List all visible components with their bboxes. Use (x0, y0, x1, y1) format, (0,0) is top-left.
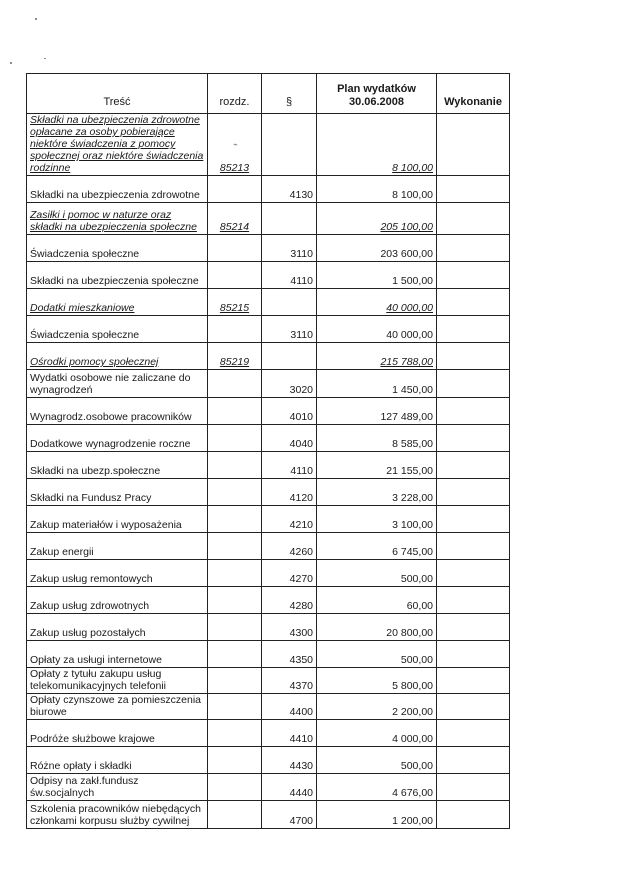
row-rozdz (208, 176, 262, 203)
row-rozdz (208, 720, 262, 747)
row-rozdz (208, 262, 262, 289)
header-row (27, 74, 510, 114)
row-paragraph: 4260 (262, 533, 317, 560)
row-wykonanie (437, 587, 510, 614)
row-wykonanie (437, 343, 510, 370)
row-paragraph: 4110 (262, 452, 317, 479)
row-plan-amount: 8 100,00 (317, 176, 437, 203)
table-row (27, 262, 510, 289)
table-row (27, 235, 510, 262)
row-wykonanie (437, 774, 510, 801)
row-plan-amount: 1 450,00 (317, 370, 437, 398)
table-row (27, 694, 510, 720)
row-rozdz (208, 774, 262, 801)
row-rozdz (208, 370, 262, 398)
table-row (27, 479, 510, 506)
row-paragraph (262, 203, 317, 235)
row-wykonanie (437, 747, 510, 774)
row-wykonanie (437, 425, 510, 452)
scan-speck (10, 62, 12, 64)
row-description: Świadczenia społeczne (27, 316, 208, 343)
row-paragraph: 4400 (262, 694, 317, 720)
row-wykonanie (437, 289, 510, 316)
row-paragraph: 4410 (262, 720, 317, 747)
row-paragraph: 4280 (262, 587, 317, 614)
header-paragraph: § (262, 74, 317, 114)
row-paragraph: 4270 (262, 560, 317, 587)
row-wykonanie (437, 262, 510, 289)
row-description: Opłaty czynszowe za pomieszczenia biurowe (27, 694, 208, 720)
row-rozdz (208, 533, 262, 560)
row-plan-amount: 500,00 (317, 747, 437, 774)
row-wykonanie (437, 114, 510, 176)
row-description: Odpisy na zakł.fundusz św.socjalnych (27, 774, 208, 801)
table-row (27, 720, 510, 747)
row-description: Różne opłaty i składki (27, 747, 208, 774)
row-plan-amount: 205 100,00 (317, 203, 437, 235)
row-plan-amount: 500,00 (317, 560, 437, 587)
row-wykonanie (437, 614, 510, 641)
row-rozdz (208, 587, 262, 614)
row-rozdz: 85215 (208, 289, 262, 316)
row-plan-amount: 40 000,00 (317, 316, 437, 343)
row-wykonanie (437, 316, 510, 343)
row-description: Zakup energii (27, 533, 208, 560)
table-row (27, 668, 510, 694)
row-plan-amount: 5 800,00 (317, 668, 437, 694)
row-description: Zakup materiałów i wyposażenia (27, 506, 208, 533)
row-wykonanie (437, 641, 510, 668)
scan-speck (35, 18, 37, 20)
row-description: Podróże służbowe krajowe (27, 720, 208, 747)
header-plan-line1: Plan wydatków (337, 83, 416, 95)
row-description: Wydatki osobowe nie zaliczane do wynagrodzeń (27, 370, 208, 398)
row-plan-amount: 1 500,00 (317, 262, 437, 289)
table-row (27, 425, 510, 452)
row-description: Ośrodki pomocy społecznej (27, 343, 208, 370)
budget-table (26, 73, 510, 829)
row-rozdz (208, 452, 262, 479)
row-plan-amount: 20 800,00 (317, 614, 437, 641)
row-rozdz (208, 668, 262, 694)
table-row (27, 774, 510, 801)
row-wykonanie (437, 720, 510, 747)
table-row (27, 452, 510, 479)
row-rozdz (208, 425, 262, 452)
row-rozdz (208, 694, 262, 720)
row-paragraph: 3020 (262, 370, 317, 398)
row-rozdz (208, 316, 262, 343)
header-tresc: Treść (27, 74, 208, 114)
row-paragraph (262, 114, 317, 176)
row-description: Składki na ubezpieczenia zdrowotne opłacane za osoby pobierające niektóre świadczenia z pomocy społecznej oraz niektóre świadczenia rodzinne (27, 114, 208, 176)
row-wykonanie (437, 479, 510, 506)
row-description: Szkolenia pracowników niebędących członkami korpusu służby cywilnej (27, 801, 208, 829)
row-description: Świadczenia społeczne (27, 235, 208, 262)
header-plan-line2: 30.06.2008 (348, 96, 405, 108)
row-paragraph: 4300 (262, 614, 317, 641)
row-rozdz (208, 641, 262, 668)
table-row (27, 398, 510, 425)
header-wykonanie: Wykonanie (437, 74, 510, 114)
row-paragraph: 4700 (262, 801, 317, 829)
table-row (27, 560, 510, 587)
row-wykonanie (437, 560, 510, 587)
row-wykonanie (437, 694, 510, 720)
row-description: Zakup usług zdrowotnych (27, 587, 208, 614)
row-plan-amount: 1 200,00 (317, 801, 437, 829)
row-plan-amount: 60,00 (317, 587, 437, 614)
header-plan (317, 74, 437, 114)
table-row (27, 343, 510, 370)
row-rozdz (208, 560, 262, 587)
table-row (27, 614, 510, 641)
table-row (27, 316, 510, 343)
row-description: Zakup usług remontowych (27, 560, 208, 587)
row-wykonanie (437, 452, 510, 479)
table-row (27, 114, 510, 176)
row-plan-amount: 127 489,00 (317, 398, 437, 425)
row-paragraph: 4430 (262, 747, 317, 774)
row-plan-amount: 40 000,00 (317, 289, 437, 316)
row-paragraph: 3110 (262, 316, 317, 343)
row-wykonanie (437, 801, 510, 829)
row-paragraph: 4370 (262, 668, 317, 694)
table-row (27, 370, 510, 398)
row-plan-amount: 215 788,00 (317, 343, 437, 370)
row-rozdz (208, 235, 262, 262)
row-description: Składki na Fundusz Pracy (27, 479, 208, 506)
table-row (27, 176, 510, 203)
row-description: Wynagrodz.osobowe pracowników (27, 398, 208, 425)
row-paragraph: 4210 (262, 506, 317, 533)
row-plan-amount: 2 200,00 (317, 694, 437, 720)
row-plan-amount: 4 000,00 (317, 720, 437, 747)
row-plan-amount: 21 155,00 (317, 452, 437, 479)
table-row (27, 641, 510, 668)
row-wykonanie (437, 533, 510, 560)
row-wykonanie (437, 668, 510, 694)
table-body (27, 114, 510, 829)
row-paragraph: 4110 (262, 262, 317, 289)
row-plan-amount: 8 585,00 (317, 425, 437, 452)
row-wykonanie (437, 506, 510, 533)
row-wykonanie (437, 370, 510, 398)
row-wykonanie (437, 398, 510, 425)
row-description: Dodatki mieszkaniowe (27, 289, 208, 316)
row-rozdz: 85214 (208, 203, 262, 235)
row-description: Składki na ubezp.społeczne (27, 452, 208, 479)
row-paragraph: 4040 (262, 425, 317, 452)
table-row (27, 289, 510, 316)
row-plan-amount: 203 600,00 (317, 235, 437, 262)
row-description: Opłaty z tytułu zakupu usług telekomunikacyjnych telefonii (27, 668, 208, 694)
row-rozdz: 85213 (208, 114, 262, 176)
row-plan-amount: 6 745,00 (317, 533, 437, 560)
row-plan-amount: 3 100,00 (317, 506, 437, 533)
row-paragraph: 4130 (262, 176, 317, 203)
row-description: Zasiłki i pomoc w naturze oraz składki na ubezpieczenia społeczne (27, 203, 208, 235)
row-paragraph (262, 289, 317, 316)
row-description: Opłaty za usługi internetowe (27, 641, 208, 668)
row-rozdz (208, 801, 262, 829)
row-description: Składki na ubezpieczenia społeczne (27, 262, 208, 289)
row-paragraph: 4120 (262, 479, 317, 506)
scan-mark: ⌁ (233, 140, 238, 149)
row-plan-amount: 500,00 (317, 641, 437, 668)
row-wykonanie (437, 235, 510, 262)
row-rozdz (208, 398, 262, 425)
row-rozdz (208, 506, 262, 533)
row-description: Składki na ubezpieczenia zdrowotne (27, 176, 208, 203)
row-description: Zakup usług pozostałych (27, 614, 208, 641)
table-row (27, 506, 510, 533)
header-rozdz: rozdz. (208, 74, 262, 114)
row-wykonanie (437, 203, 510, 235)
row-paragraph: 4350 (262, 641, 317, 668)
scan-speck (44, 58, 46, 59)
row-rozdz (208, 614, 262, 641)
row-description: Dodatkowe wynagrodzenie roczne (27, 425, 208, 452)
table-row (27, 533, 510, 560)
row-plan-amount: 3 228,00 (317, 479, 437, 506)
table-row (27, 801, 510, 829)
table-row (27, 587, 510, 614)
row-plan-amount: 8 100,00 (317, 114, 437, 176)
table-row (27, 203, 510, 235)
row-rozdz (208, 747, 262, 774)
table-row (27, 747, 510, 774)
row-paragraph: 4440 (262, 774, 317, 801)
row-rozdz: 85219 (208, 343, 262, 370)
row-paragraph (262, 343, 317, 370)
row-paragraph: 3110 (262, 235, 317, 262)
row-paragraph: 4010 (262, 398, 317, 425)
row-plan-amount: 4 676,00 (317, 774, 437, 801)
row-wykonanie (437, 176, 510, 203)
row-rozdz (208, 479, 262, 506)
